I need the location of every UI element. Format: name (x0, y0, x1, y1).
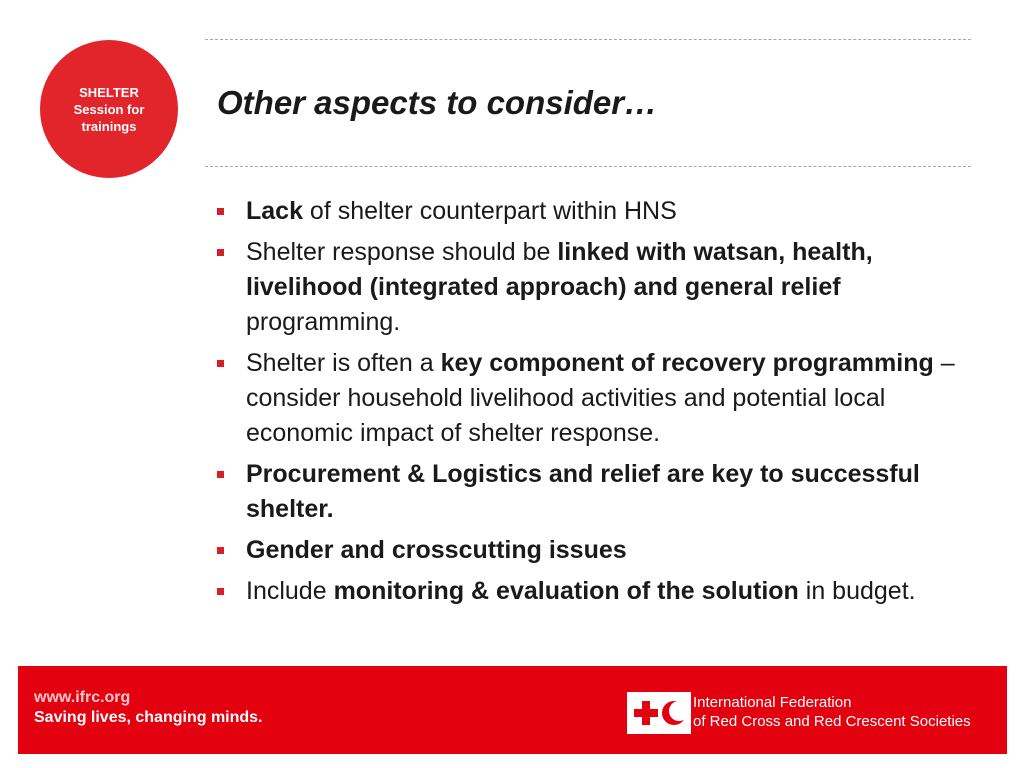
bullet-text: in budget. (798, 577, 916, 605)
bullet-text: programming. (246, 308, 401, 336)
bullet-item (214, 194, 974, 229)
square-bullet-icon (217, 588, 224, 595)
square-bullet-icon (217, 360, 224, 367)
badge-line-1: SHELTER (79, 84, 139, 100)
bullet-item (214, 574, 974, 609)
top-dashed-divider (205, 39, 971, 40)
bullet-text: Shelter response should be (246, 238, 558, 266)
org-name-line-2: of Red Cross and Red Crescent Societies (693, 713, 971, 730)
org-name-line-1: International Federation (693, 694, 852, 711)
footer-bar (18, 666, 1007, 754)
badge-line-3: trainings (81, 118, 137, 134)
square-bullet-icon (217, 208, 224, 215)
shelter-session-badge (40, 40, 178, 178)
bullet-text-bold: linked with watsan, health, livelihood (integrated approach) and general relief (246, 238, 873, 301)
footer-text-block (34, 688, 263, 728)
square-bullet-icon (217, 547, 224, 554)
bullet-item (214, 457, 974, 527)
badge-line-2: Session for (73, 101, 145, 117)
title-dashed-divider (205, 166, 971, 167)
footer-url-link[interactable]: www.ifrc.org (34, 689, 131, 706)
bullet-text-bold: Lack (246, 197, 303, 225)
bullet-text: Include (246, 577, 334, 605)
bullet-text-bold: Gender and crosscutting issues (246, 536, 627, 564)
slide-title: Other aspects to consider… (217, 84, 658, 121)
bullet-text-bold: monitoring & evaluation of the solution (333, 577, 799, 605)
square-bullet-icon (217, 249, 224, 256)
footer-tagline: Saving lives, changing minds. (34, 709, 263, 726)
bullet-item (214, 346, 974, 451)
bullet-text-bold: key component of recovery programming (440, 349, 934, 377)
bullet-item (214, 235, 974, 340)
org-name (693, 693, 971, 731)
bullet-text-bold: Procurement & Logistics and relief are key to successful shelter. (246, 460, 920, 523)
bullet-list (214, 194, 974, 615)
red-cross-red-crescent-icon (627, 692, 691, 734)
bullet-text: – consider household livelihood activities and potential local economic impact of shelter response. (246, 349, 955, 447)
bullet-text: Shelter is often a (246, 349, 441, 377)
square-bullet-icon (217, 471, 224, 478)
bullet-item (214, 533, 974, 568)
bullet-text: of shelter counterpart within HNS (302, 197, 677, 225)
